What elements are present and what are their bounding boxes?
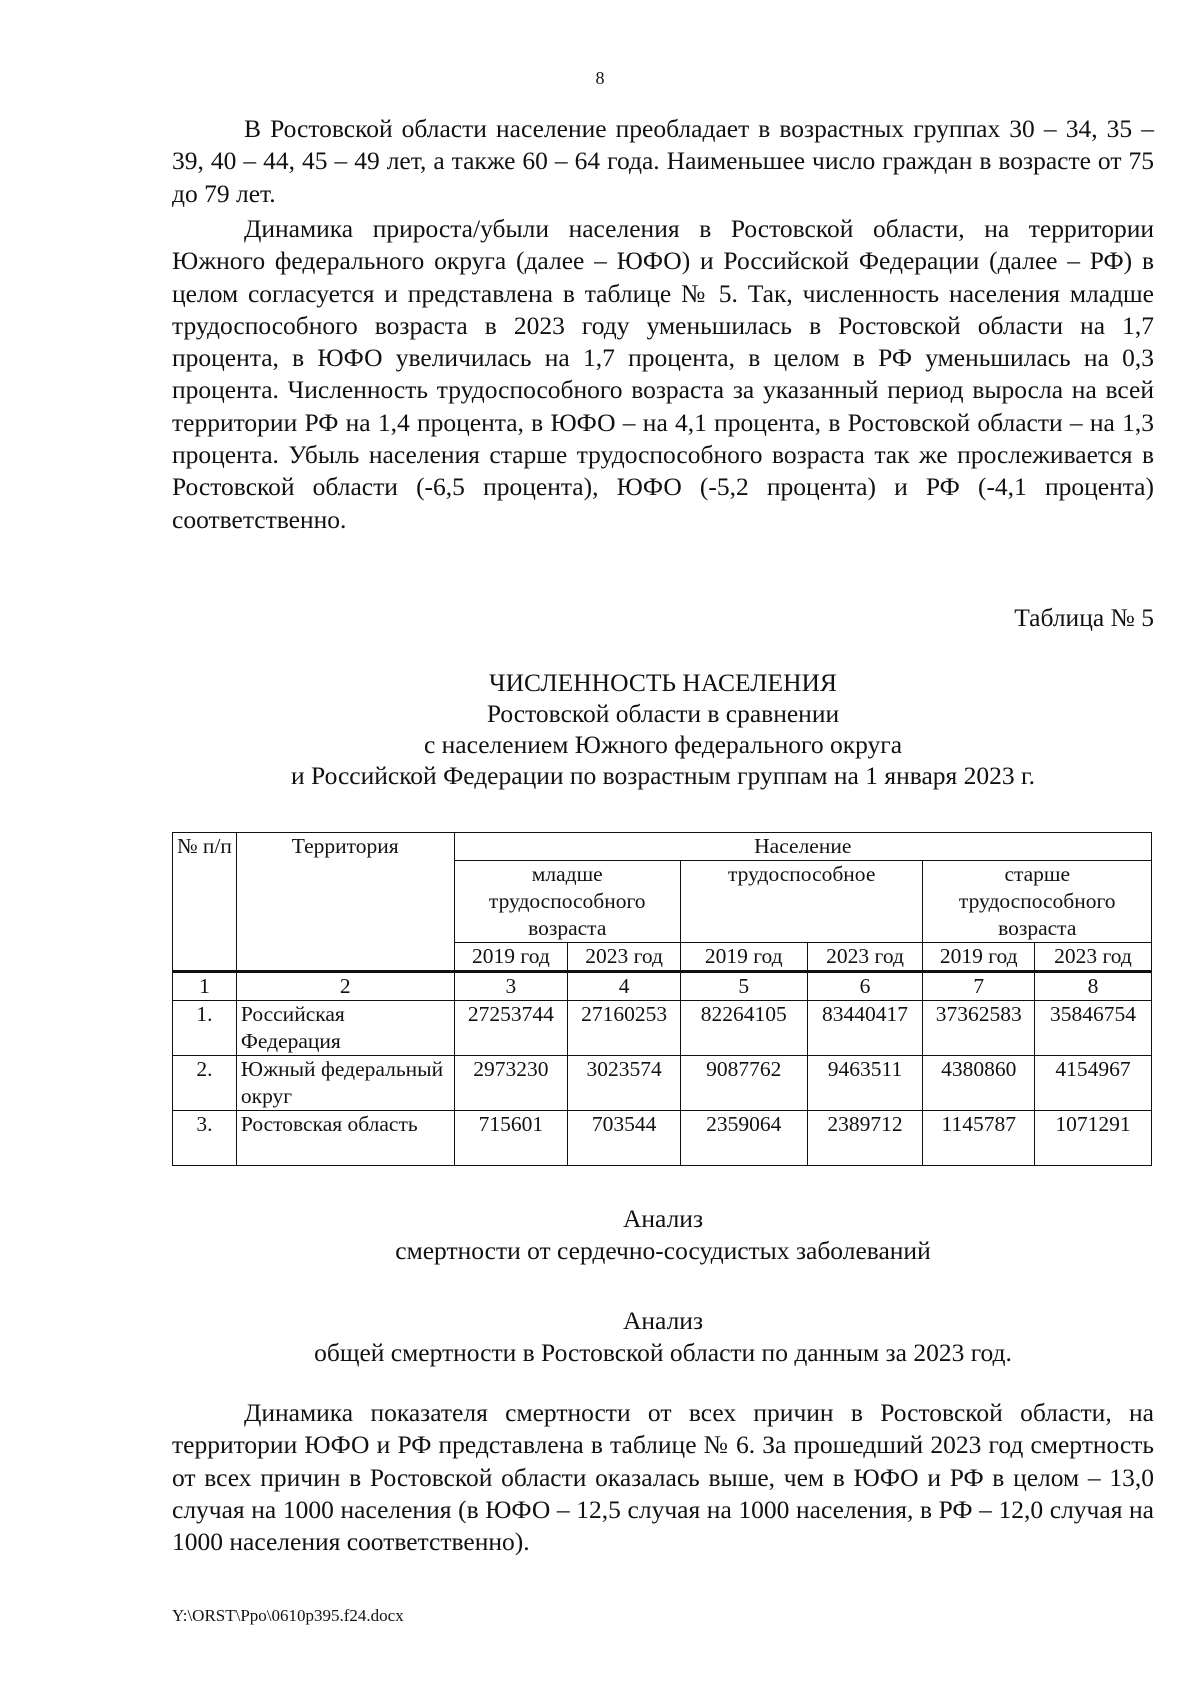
table-label: Таблица № 5 — [1014, 603, 1154, 632]
table-cell: 4380860 — [923, 1056, 1035, 1111]
footer-file-path: Y:\ORST\Ppo\0610p395.f24.docx — [172, 1606, 404, 1625]
row-number: 3. — [173, 1111, 237, 1166]
header-group-old: старше трудоспособного возраста — [923, 861, 1152, 943]
table-row — [173, 1001, 1152, 1056]
column-number: 6 — [807, 972, 923, 1001]
row-number: 2. — [173, 1056, 237, 1111]
table-cell: 1145787 — [923, 1111, 1035, 1166]
heading-line: смертности от сердечно-сосудистых заболеваний — [395, 1236, 931, 1265]
column-number: 8 — [1035, 972, 1152, 1001]
paragraph-population-dynamics: Динамика прироста/убыли населения в Ростовской области, на территории Южного федерального округа (далее – ЮФО) и Российской Федерации (далее – РФ) в целом согласуется и представлена в таблице № 5. Так, численность населения младше трудоспособного возраста в 2023 году уменьшилась в Ростовской области на 1,7 процента, в ЮФО увеличилась на 1,7 процента, в целом в РФ уменьшилась на 0,3 процента. Численность трудоспособного возраста за указанный период выросла на всей территории РФ на 1,4 процента, в ЮФО – на 4,1 процента, в Ростовской области – на 1,3 процента. Убыль населения старше трудоспособного возраста так же прослеживается в Ростовской области (-6,5 процента), ЮФО (-5,2 процента) и РФ (-4,1 процента) соответственно. — [172, 214, 1154, 534]
table-row — [173, 1056, 1152, 1111]
table-title-line-4: и Российской Федерации по возрастным группам на 1 января 2023 г. — [291, 761, 1035, 790]
row-territory: Российская Федерация — [236, 1001, 454, 1056]
heading-line: Анализ — [622, 1306, 704, 1335]
column-number: 1 — [173, 972, 237, 1001]
table-cell: 3023574 — [568, 1056, 681, 1111]
row-territory: Южный федеральный округ — [236, 1056, 454, 1111]
table-cell: 27253744 — [454, 1001, 568, 1056]
table-cell: 83440417 — [807, 1001, 923, 1056]
heading-total-mortality — [172, 1305, 1154, 1369]
column-number: 4 — [568, 972, 681, 1001]
page-number: 8 — [595, 68, 605, 88]
heading-line: Анализ — [622, 1204, 704, 1233]
table-cell: 35846754 — [1035, 1001, 1152, 1056]
paragraph-age-groups: В Ростовской области население преобладает в возрастных группах 30 – 34, 35 – 39, 40 – 44, 45 – 49 лет, а также 60 – 64 года. Наименьшее число граждан в возрасте от 75 до 79 лет. — [172, 114, 1154, 208]
table-title — [172, 667, 1154, 791]
header-year: 2023 год — [807, 943, 923, 972]
table-cell: 2389712 — [807, 1111, 923, 1166]
table-cell: 715601 — [454, 1111, 568, 1166]
table-cell: 2359064 — [680, 1111, 807, 1166]
table-column-numbers-row — [173, 972, 1152, 1001]
header-territory: Территория — [236, 833, 454, 972]
column-number: 3 — [454, 972, 568, 1001]
header-population: Население — [454, 833, 1151, 861]
row-number: 1. — [173, 1001, 237, 1056]
table-cell: 9463511 — [807, 1056, 923, 1111]
table-cell: 27160253 — [568, 1001, 681, 1056]
population-table — [172, 832, 1152, 1166]
table-cell: 37362583 — [923, 1001, 1035, 1056]
heading-cardiovascular-mortality — [172, 1203, 1154, 1267]
table-cell: 1071291 — [1035, 1111, 1152, 1166]
column-number: 7 — [923, 972, 1035, 1001]
heading-line: общей смертности в Ростовской области по данным за 2023 год. — [314, 1338, 1012, 1367]
table-cell: 4154967 — [1035, 1056, 1152, 1111]
header-year: 2019 год — [454, 943, 568, 972]
header-year: 2023 год — [1035, 943, 1152, 972]
table-title-line-3: с населением Южного федерального округа — [423, 730, 903, 759]
table-cell: 82264105 — [680, 1001, 807, 1056]
table-cell: 9087762 — [680, 1056, 807, 1111]
column-number: 2 — [236, 972, 454, 1001]
header-group-working: трудоспособное — [680, 861, 923, 943]
header-year: 2019 год — [680, 943, 807, 972]
header-number: № п/п — [173, 833, 237, 972]
table-row — [173, 1111, 1152, 1166]
header-group-young: младше трудоспособного возраста — [454, 861, 680, 943]
column-number: 5 — [680, 972, 807, 1001]
header-year: 2019 год — [923, 943, 1035, 972]
table-cell: 703544 — [568, 1111, 681, 1166]
header-year: 2023 год — [568, 943, 681, 972]
table-cell: 2973230 — [454, 1056, 568, 1111]
table-title-line-1: ЧИСЛЕННОСТЬ НАСЕЛЕНИЯ — [489, 668, 837, 697]
row-territory: Ростовская область — [236, 1111, 454, 1166]
table-title-line-2: Ростовской области в сравнении — [486, 699, 840, 728]
paragraph-mortality-dynamics: Динамика показателя смертности от всех причин в Ростовской области, на территории ЮФО и РФ представлена в таблице № 6. За прошедший 2023 год смертность от всех причин в Ростовской области оказалась выше, чем в ЮФО и РФ в целом – 13,0 случая на 1000 населения (в ЮФО – 12,5 случая на 1000 населения, в РФ – 12,0 случая на 1000 населения соответственно). — [172, 1398, 1154, 1557]
table-header-row-1 — [173, 833, 1152, 861]
